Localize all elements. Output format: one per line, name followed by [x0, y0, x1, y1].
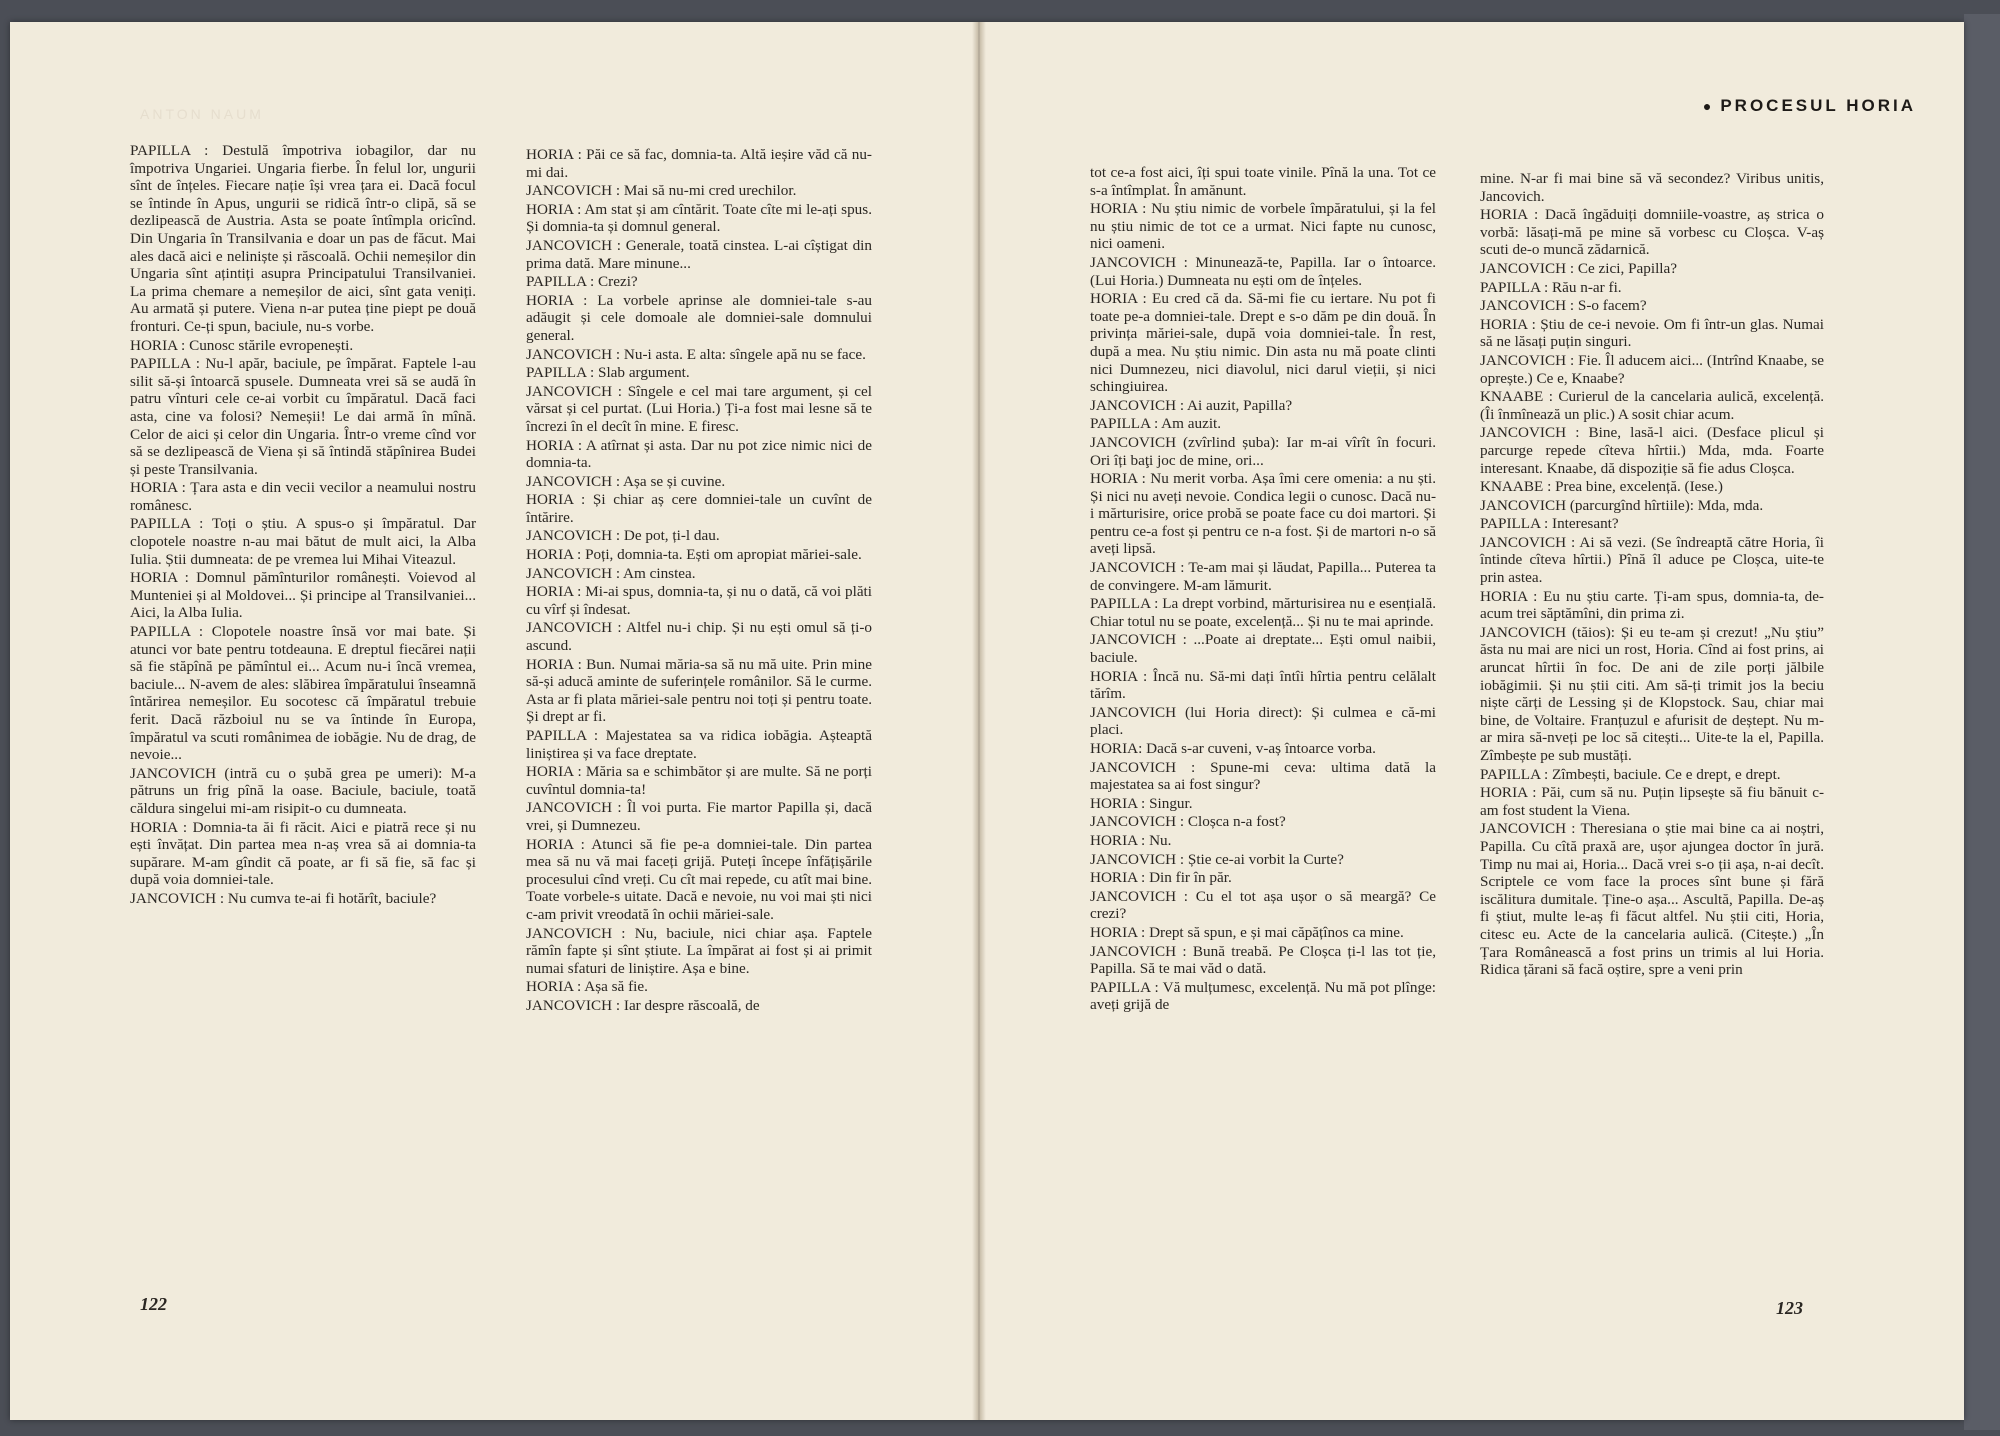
dialogue-line: HORIA : Așa să fie.	[526, 978, 648, 996]
dialogue-line: JANCOVICH : Îl voi purta. Fie martor Papilla și, dacă vrei, și Dumnezeu.	[526, 799, 872, 834]
dialogue-line: JANCOVICH : Mai să nu-mi cred urechilor.	[526, 182, 797, 200]
dialogue-line: JANCOVICH : Așa se și cuvine.	[526, 472, 726, 490]
dialogue-line: JANCOVICH : De pot, ți-l dau.	[526, 527, 720, 545]
right-page	[986, 22, 1964, 1420]
dialogue-line: PAPILLA : Majestatea sa va ridica iobăgia. Așteaptă liniștirea și va face dreptate.	[526, 727, 872, 762]
dialogue-line: mine. N-ar fi mai bine să vă secondez? Viribus unitis, Jancovich.	[1480, 170, 1824, 205]
dialogue-line: HORIA : Din fir în păr.	[1090, 869, 1232, 887]
dialogue-line: HORIA : Știu de ce-i nevoie. Om fi într-un glas. Numai să ne lăsați puțin singuri.	[1480, 315, 1824, 351]
dialogue-line: HORIA : Dacă îngăduiți domniile-voastre, aș strica o vorbă: lăsați-mă pe mine să vorbesc cu Cloșca. V-aș scuti de-o muncă zădarnică.	[1480, 206, 1824, 259]
dialogue-line: PAPILLA : Slab argument.	[526, 364, 690, 382]
dialogue-line: PAPILLA : Am auzit.	[1090, 415, 1222, 433]
dialogue-line: tot ce-a fost aici, îți spui toate vinile. Pînă la una. Tot ce s-a întîmplat. În amănunt.	[1090, 164, 1436, 199]
dialogue-line: JANCOVICH : Nu-i asta. E alta: sîngele apă nu se face.	[526, 345, 866, 363]
dialogue-line: JANCOVICH : S-o facem?	[1480, 297, 1647, 315]
dialogue-line: JANCOVICH : Generale, toată cinstea. L-ai cîștigat din prima dată. Mare minune...	[526, 236, 872, 272]
dialogue-line: JANCOVICH : ...Poate ai dreptate... Ești omul naibii, baciule.	[1090, 631, 1436, 667]
dialogue-line: HORIA: Dacă s-ar cuveni, v-aș întoarce vorba.	[1090, 740, 1376, 757]
dialogue-line: PAPILLA : La drept vorbind, mărturisirea nu e esențială. Chiar totul nu se poate, excelență... Și nu te mai aprinde.	[1090, 595, 1436, 630]
dialogue-line: HORIA : Eu cred că da. Să-mi fie cu iertare. Nu pot fi toate pe-a domniei-tale. Drept e s-o dăm pe din două. În privința măriei-sale, după voia domniei-tale. În rest, după a mea. Nu știu nimic. Din asta nu mă poate clinti nici Dumnezeu, nici diavolul, nici darul vieții, și nici schingiuirea.	[1090, 290, 1436, 396]
dialogue-line: JANCOVICH : Nu, baciule, nici chiar așa. Faptele rămîn fapte și sînt știute. La împărat ai fost și ai primit numai sfaturi de liniștire. Așa e bine.	[526, 924, 872, 977]
dialogue-line: HORIA : Nu merit vorba. Așa îmi cere omenia: a nu ști. Și nici nu aveți nevoie. Condica legii o cunosc. Dacă nu-i mărturisire, orice probă se poate face cu doi martori. Și pentru ce-a fost și pentru ce n-a fost. Și de martori n-o să aveți lipsă.	[1090, 470, 1436, 558]
running-head	[1703, 96, 1916, 116]
dialogue-line: JANCOVICH : Nu cumva te-ai fi hotărît, baciule?	[130, 889, 437, 907]
column-3	[1090, 164, 1436, 1014]
book-spread	[10, 22, 1964, 1420]
dialogue-line: JANCOVICH : Cloșca n-a fost?	[1090, 813, 1286, 831]
dialogue-line: PAPILLA : Nu-l apăr, baciule, pe împărat. Faptele l-au silit să-și întoarcă spusele. Dumneata vrei să se audă în patru vînturi cele ce-ai vorbit cu împăratul. Dacă faci asta, cine va folosi? Nemeșii! Le dai armă în mînă. Celor de aici și celor din Ungaria. Într-o vreme cînd vor să se dezlipească de Viena și să întindă stăpînirea Budei și peste Transilvania.	[130, 355, 476, 478]
dialogue-line: HORIA : Nu știu nimic de vorbele împăratului, și la fel nu știu nimic de tot ce a urmat. Nici fapte nu cunosc, nici oameni.	[1090, 200, 1436, 253]
column-1	[130, 142, 476, 908]
dialogue-line: HORIA : Încă nu. Să-mi dați întîi hîrtia pentru celălalt tărîm.	[1090, 667, 1436, 703]
dialogue-line: PAPILLA : Crezi?	[526, 273, 638, 291]
dialogue-line: HORIA : Bun. Numai măria-sa să nu mă uite. Prin mine să-și aducă aminte de suferințele românilor. Să le curme. Asta ar fi plata măriei-sale pentru noi toți și pentru toate. Și drept ar fi.	[526, 655, 872, 726]
dialogue-line: HORIA : Cunosc stările evropenești.	[130, 336, 354, 354]
column-4	[1480, 170, 1824, 979]
dialogue-line: HORIA : Măria sa e schimbător și are multe. Să ne porți cuvîntul domnia-ta!	[526, 763, 872, 798]
dialogue-line: HORIA : A atîrnat și asta. Dar nu pot zice nimic nici de domnia-ta.	[526, 436, 872, 472]
dialogue-line: JANCOVICH : Am cinstea.	[526, 564, 696, 582]
dialogue-line: HORIA : Țara asta e din vecii vecilor a neamului nostru românesc.	[130, 479, 476, 514]
dialogue-line: JANCOVICH (zvîrlind șuba): Iar m-ai vîrît în focuri. Ori îți baţi joc de mine, ori...	[1090, 433, 1436, 469]
dialogue-line: PAPILLA : Vă mulțumesc, excelență. Nu mă pot plînge: aveți grijă de	[1090, 978, 1436, 1014]
dialogue-line: HORIA : Domnia-ta ăi fi răcit. Aici e piatră rece și nu ești învățat. Din partea mea n-aș vrea să ai domnia-ta supărare. M-am gîndit că poate, ar fi să fie, să fac și după voia domniei-tale.	[130, 818, 476, 889]
dialogue-line: KNAABE : Prea bine, excelență. (Iese.)	[1480, 478, 1723, 496]
dialogue-line: HORIA : Mi-ai spus, domnia-ta, și nu o dată, că voi plăti cu vîrf și îndesat.	[526, 583, 872, 618]
dialogue-line: PAPILLA : Toți o știu. A spus-o și împăratul. Dar clopotele noastre n-au mai bătut de mult aici, la Alba Iulia. Știi dumneata: de pe vremea lui Mihai Viteazul.	[130, 515, 476, 568]
column-2	[526, 146, 872, 1015]
dialogue-line: PAPILLA : Rău n-ar fi.	[1480, 278, 1622, 296]
dialogue-line: KNAABE : Curierul de la cancelaria aulică, excelență. (Îi înmînează un plic.) A sosit chiar acum.	[1480, 388, 1824, 423]
dialogue-line: JANCOVICH : Iar despre răscoală, de	[526, 996, 760, 1014]
dialogue-line: JANCOVICH : Te-am mai și lăudat, Papilla... Puterea ta de convingere. M-am lămurit.	[1090, 559, 1436, 594]
dialogue-line: JANCOVICH : Sîngele e cel mai tare argument, și cel vărsat și cel purtat. (Lui Horia.) Ți-a fost mai lesne să te încrezi în el decît în mine. E firesc.	[526, 382, 872, 435]
dialogue-line: JANCOVICH (lui Horia direct): Și culmea e că-mi placi.	[1090, 703, 1436, 739]
dialogue-line: JANCOVICH : Minunează-te, Papilla. Iar o întoarce. (Lui Horia.) Dumneata nu ești om de înțeles.	[1090, 253, 1436, 289]
dialogue-line: HORIA : Atunci să fie pe-a domniei-tale. Din partea mea să nu vă mai faceți grijă. Puteți începe înfățișările procesului cînd vreți. Cu cît mai repede, cu atît mai bine. Toate vorbele-s uitate. Dacă e nevoie, nu voi mai ști nici c-am privit vreodată în ochii măriei-sale.	[526, 835, 872, 923]
dialogue-line: HORIA : Am stat și am cîntărit. Toate cîte mi le-ați spus. Și domnia-ta și domnul general.	[526, 200, 872, 236]
dialogue-line: HORIA : Nu.	[1090, 831, 1172, 849]
dialogue-line: HORIA : Eu nu știu carte. Ți-am spus, domnia-ta, de-acum trei săptămîni, din prima zi.	[1480, 587, 1824, 623]
dialogue-line: JANCOVICH : Altfel nu-i chip. Și nu ești omul să ți-o ascund.	[526, 619, 872, 655]
faint-running-head: ANTON NAUM	[140, 106, 264, 122]
dialogue-line: PAPILLA : Zîmbești, baciule. Ce e drept, e drept.	[1480, 765, 1781, 783]
dialogue-line: HORIA : Drept să spun, e și mai căpățînos ca mine.	[1090, 923, 1404, 941]
dialogue-line: HORIA : La vorbele aprinse ale domniei-tale s-au adăugit și cele domoale ale domniei-sale domnului general.	[526, 291, 872, 344]
dialogue-line: JANCOVICH : Bună treabă. Pe Cloșca ți-l las tot ție, Papilla. Să te mai văd o dată.	[1090, 942, 1436, 978]
dialogue-line: HORIA : Păi ce să fac, domnia-ta. Altă ieșire văd că nu-mi dai.	[526, 146, 872, 181]
left-page	[10, 22, 972, 1420]
right-page-number: 123	[1776, 1298, 1803, 1318]
dialogue-line: JANCOVICH : Theresiana o știe mai bine ca ai noștri, Papilla. Cu cîtă praxă are, ușor ajungea doctor în jură. Timp nu mai ai, Horia... Dacă vrei s-o ții așa, n-ai decît. Scriptele ce vom face la proces sînt bune și fără iscălitura dumitale. Ține-o așa... Ascultă, Papilla. De-aș fi știut, multe le-aș fi făcut altfel. Nu știi citi, Horia, citesc eu. Acte de la cancelaria aulică. (Citește.) „În Țara Românească a fost prins un trimis al lui Horia. Ridica țărani să facă oștire, spre a veni prin	[1480, 820, 1824, 979]
dialogue-line: JANCOVICH : Ai să vezi. (Se îndreaptă către Horia, îi întinde cîteva hîrtii.) Pînă îl aduce pe Cloșca, uite-te prin astea.	[1480, 533, 1824, 587]
dialogue-line: HORIA : Poți, domnia-ta. Ești om apropiat măriei-sale.	[526, 546, 862, 564]
left-page-number: 122	[140, 1294, 167, 1314]
dialogue-line: HORIA : Singur.	[1090, 794, 1193, 812]
dialogue-line: JANCOVICH (tăios): Și eu te-am și crezut! „Nu știu” ăsta nu mai are nici un rost, Horia. Cînd ai fost prins, ai aruncat hîrtii în foc. De ani de zile porți jălbile iobăgimii. Și nu știi citi. Am să-ți trimit jos la beciu niște cărți de Lessing și de Klopstock. Sau, chiar mai bine, de Voltaire. Franțuzul e afurisit de deștept. Nu m-ar mira să-nveți pe loc să citești... Uite-te la el, Papilla. Zîmbește pe sub mustăți.	[1480, 623, 1824, 764]
dialogue-line: JANCOVICH : Ce zici, Papilla?	[1480, 259, 1677, 277]
dialogue-line: HORIA : Domnul pămînturilor românești. Voievod al Munteniei și al Moldovei... Și principe al Transilvaniei... Aici, la Alba Iulia.	[130, 569, 476, 622]
dialogue-line: JANCOVICH : Cu el tot așa ușor o să meargă? Ce crezi?	[1090, 887, 1436, 923]
dialogue-line: JANCOVICH : Ai auzit, Papilla?	[1090, 396, 1293, 414]
dialogue-line: PAPILLA : Interesant?	[1480, 515, 1619, 533]
dialogue-line: JANCOVICH (parcurgînd hîrtiile): Mda, mda.	[1480, 496, 1764, 514]
dialogue-line: JANCOVICH : Fie. Îl aducem aici... (Intrînd Knaabe, se oprește.) Ce e, Knaabe?	[1480, 351, 1824, 387]
dialogue-line: JANCOVICH (intră cu o șubă grea pe umeri): M-a pătruns un frig pînă la oase. Baciule, baciule, toată căldura singelui mi-am risipit-o cu dumneata.	[130, 764, 476, 817]
running-head-text: PROCESUL HORIA	[1720, 96, 1916, 115]
dialogue-line: PAPILLA : Clopotele noastre însă vor mai bate. Și atunci vor bate pentru totdeauna. E dreptul fiecărei nații să fie stăpînă pe pămîntul ei... Acum nu-i încă vremea, baciule... N-avem de ales: slăbirea împăratului înseamnă întărirea nemeșilor. Eu socotesc că împăratul trebuie ferit. Dacă războiul nu se va întinde în Europa, împăratul va scuti românimea de iobăgie. Nu de drag, de nevoie...	[130, 623, 476, 764]
dialogue-line: HORIA : Și chiar aș cere domniei-tale un cuvînt de întărire.	[526, 491, 872, 526]
bullet-icon: ●	[1702, 98, 1715, 114]
dialogue-line: JANCOVICH : Știe ce-ai vorbit la Curte?	[1090, 850, 1344, 868]
book-cover-edge	[1964, 14, 2000, 1430]
book-spine	[972, 22, 986, 1420]
dialogue-line: JANCOVICH : Spune-mi ceva: ultima dată la majestatea sa ai fost singur?	[1090, 758, 1436, 794]
dialogue-line: JANCOVICH : Bine, lasă-l aici. (Desface plicul și parcurge repede cîteva hîrtii.) Mda, mda. Foarte interesant. Knaabe, dă dispoziție să fie adus Cloșca.	[1480, 424, 1824, 477]
dialogue-line: HORIA : Păi, cum să nu. Puțin lipsește să fiu bănuit c-am fost student la Viena.	[1480, 784, 1824, 819]
dialogue-line: PAPILLA : Destulă împotriva iobagilor, dar nu împotriva Ungariei. Ungaria fierbe. În felul lor, ungurii sînt de înțeles. Fiecare nație își vrea țara ei. Dacă focul se întinde în Apus, ungurii se ridică într-o clipă, să se dezlipească de Austria. Asta se poate întîmpla oricînd. Din Ungaria în Transilvania e doar un pas de făcut. Mai ales dacă aici e neliniște și răscoală. Ochii nemeșilor din Ungaria sînt ațintiți asupra Principatului Transilvaniei. La prima chemare a nemeșilor de aici, sînt gata veniți. Au armată și putere. Viena n-ar putea ține piept pe două fronturi. Ce-ți spun, baciule, nu-s vorbe.	[130, 142, 476, 335]
